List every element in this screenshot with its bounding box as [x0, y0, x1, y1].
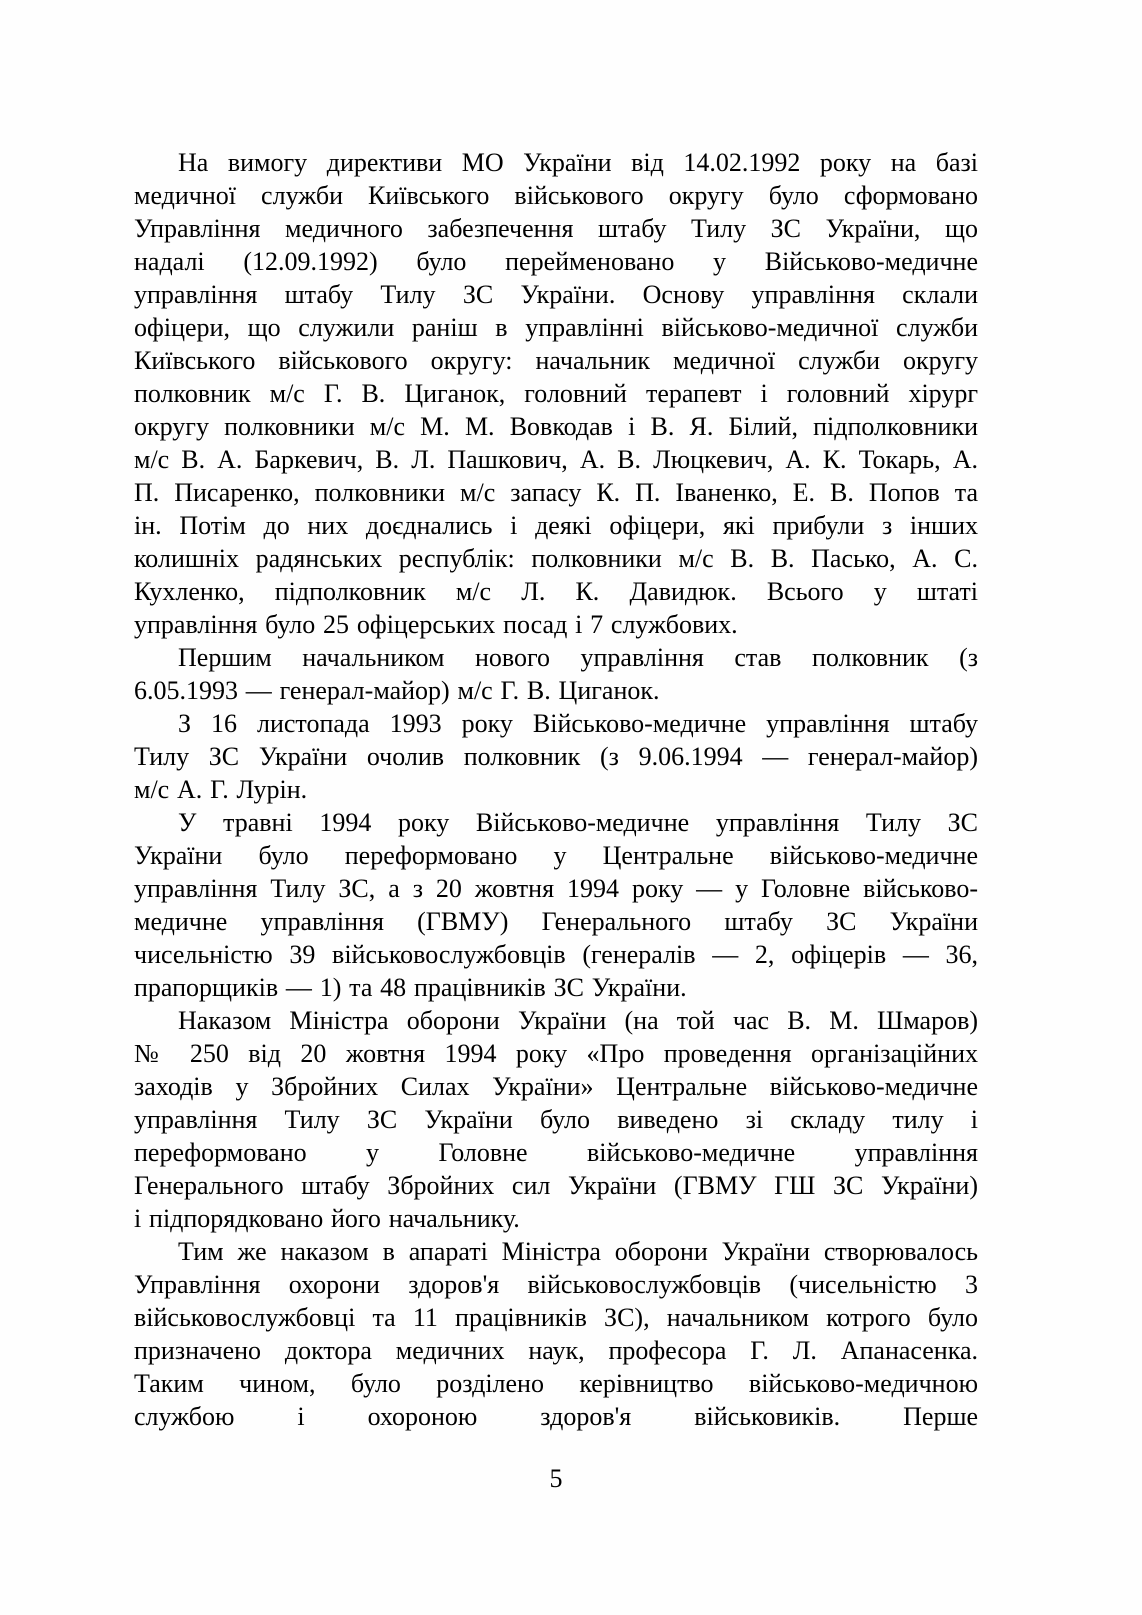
- text-line: № 250 від 20 жовтня 1994 року «Про проведення організаційних: [134, 1039, 978, 1068]
- text-line: ін. Потім до них доєднались і деякі офіцери, які прибули з інших: [134, 511, 978, 540]
- text-line: округу полковники м/с М. М. Вовкодав і В. Я. Білий, підполковники: [134, 412, 978, 441]
- text-line: переформовано у Головне військово-медичне управління: [134, 1138, 978, 1167]
- text-line: полковник м/с Г. В. Циганок, головний терапевт і головний хірург: [134, 379, 978, 408]
- text-line: м/с В. А. Баркевич, В. Л. Пашкович, А. В. Люцкевич, А. К. Токарь, А.: [134, 445, 978, 474]
- text-line: управління Тилу ЗС України було виведено зі складу тилу і: [134, 1105, 978, 1134]
- text-line: медичне управління (ГВМУ) Генерального штабу ЗС України: [134, 907, 978, 936]
- text-line: 6.05.1993 — генерал-майор) м/с Г. В. Циганок.: [134, 676, 660, 705]
- text-line: медичної служби Київського військового округу було сформовано: [134, 181, 978, 210]
- text-line: Київського військового округу: начальник медичної служби округу: [134, 346, 978, 375]
- text-line: Наказом Міністра оборони України (на той час В. М. Шмаров): [178, 1006, 978, 1035]
- text-block: [134, 146, 978, 1433]
- text-line: заходів у Збройних Силах України» Центральне військово-медичне: [134, 1072, 978, 1101]
- text-line: Кухленко, підполковник м/с Л. К. Давидюк. Всього у штаті: [134, 577, 978, 606]
- text-line: Тим же наказом в апараті Міністра оборони України створювалось: [178, 1237, 978, 1266]
- text-line: управління Тилу ЗС, а з 20 жовтня 1994 року — у Головне військово-: [134, 874, 978, 903]
- text-line: У травні 1994 року Військово-медичне управління Тилу ЗС: [178, 808, 978, 837]
- paragraph: [134, 1235, 978, 1433]
- text-line: Тилу ЗС України очолив полковник (з 9.06.1994 — генерал-майор): [134, 742, 978, 771]
- text-line: офіцери, що служили раніш в управлінні військово-медичної служби: [134, 313, 978, 342]
- text-line: надалі (12.09.1992) було перейменовано у Військово-медичне: [134, 247, 978, 276]
- text-line: призначено доктора медичних наук, професора Г. Л. Апанасенка.: [134, 1336, 978, 1365]
- page-number: 5: [549, 1464, 563, 1493]
- text-line: України було переформовано у Центральне військово-медичне: [134, 841, 978, 870]
- text-line: прапорщиків — 1) та 48 працівників ЗС України.: [134, 973, 687, 1002]
- paragraph: [134, 1004, 978, 1235]
- text-line: м/с А. Г. Лурін.: [134, 775, 308, 804]
- text-line: військовослужбовці та 11 працівників ЗС), начальником котрого було: [134, 1303, 978, 1332]
- paragraph: [134, 641, 978, 707]
- text-line: Управління медичного забезпечення штабу Тилу ЗС України, що: [134, 214, 978, 243]
- paragraph: [134, 806, 978, 1004]
- text-line: чисельністю 39 військовослужбовців (генералів — 2, офіцерів — 36,: [134, 940, 978, 969]
- paragraph: [134, 146, 978, 641]
- text-line: На вимогу директиви МО України від 14.02.1992 року на базі: [178, 148, 978, 177]
- text-line: Управління охорони здоров'я військовослужбовців (чисельністю 3: [134, 1270, 978, 1299]
- text-line: Генерального штабу Збройних сил України (ГВМУ ГШ ЗС України): [134, 1171, 978, 1200]
- text-line: Першим начальником нового управління став полковник (з: [178, 643, 978, 672]
- text-line: З 16 листопада 1993 року Військово-медичне управління штабу: [178, 709, 978, 738]
- paragraph: [134, 707, 978, 806]
- text-line: колишніх радянських республік: полковники м/с В. В. Пасько, А. С.: [134, 544, 978, 573]
- text-line: і підпорядковано його начальнику.: [134, 1204, 520, 1233]
- text-line: П. Писаренко, полковники м/с запасу К. П. Іваненко, Е. В. Попов та: [134, 478, 978, 507]
- text-line: управління штабу Тилу ЗС України. Основу управління склали: [134, 280, 978, 309]
- text-line: Таким чином, було розділено керівництво військово-медичною: [134, 1369, 978, 1398]
- text-line: управління було 25 офіцерських посад і 7 службових.: [134, 610, 738, 639]
- text-line: службою і охороною здоров'я військовиків. Перше: [134, 1402, 978, 1431]
